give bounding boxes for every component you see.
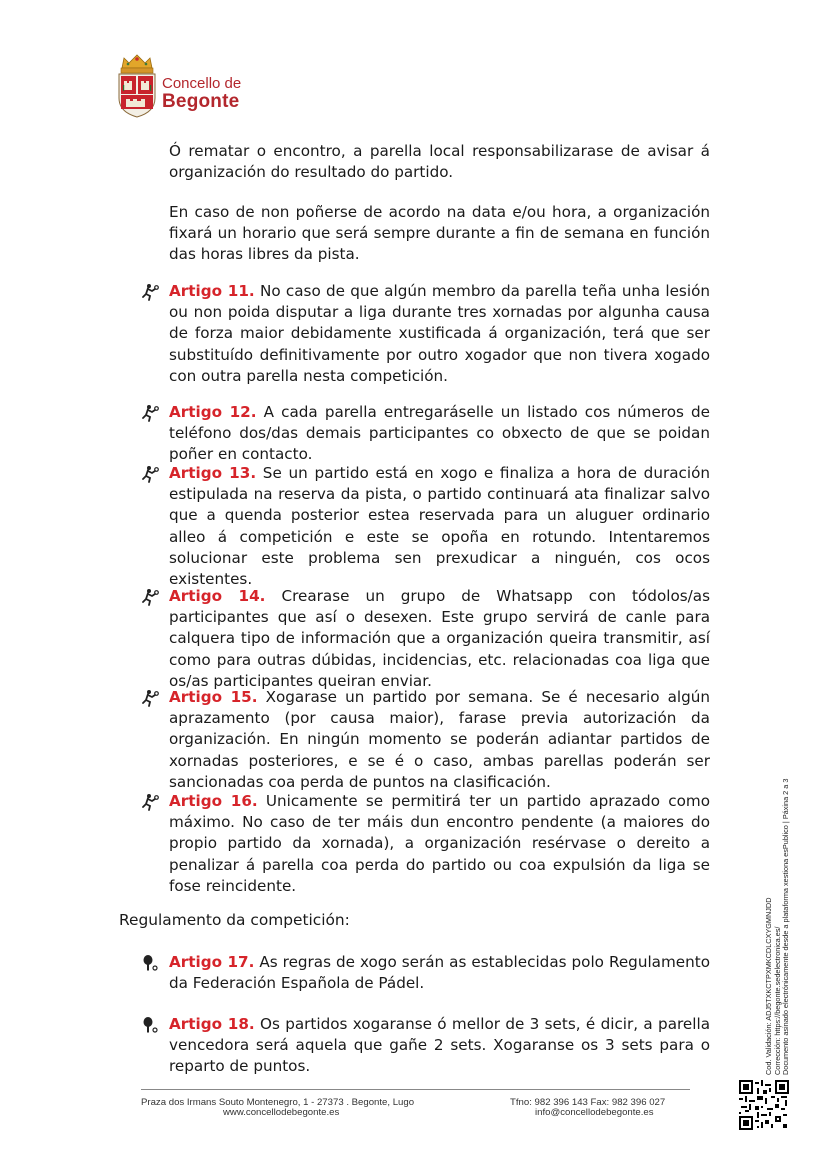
padel-player-icon	[141, 404, 159, 422]
article-14	[169, 586, 710, 692]
padel-player-icon	[141, 793, 159, 811]
padel-player-icon	[141, 283, 159, 301]
article-17-text: As regras de xogo serán as establecidas polo Regulamento da Federación Española de Pádel.	[169, 953, 710, 993]
article-12	[169, 402, 710, 466]
section-title-regulamento: Regulamento da competición:	[119, 911, 350, 929]
padel-player-icon	[141, 588, 159, 606]
footer-phone-fax: Tfno: 982 396 143 Fax: 982 396 027	[510, 1097, 666, 1108]
article-11-text: No caso de que algún membro da parella teña unha lesión ou non poida disputar a liga durante tres xornadas por algunha causa de forza maior debidamente xustificada á organización, terá que ser substituído definitivamente por outro xogador que non tivera xogado con outra parella nesta competición.	[169, 282, 710, 385]
article-12-text: A cada parella entregaráselle un listado cos números de teléfono dos/das demais participantes co obxecto de que se poidan poñer en contacto.	[169, 403, 710, 464]
coat-of-arms-icon	[116, 54, 158, 118]
article-15-title: Artigo 15.	[169, 688, 258, 706]
article-13-title: Artigo 13.	[169, 464, 257, 482]
article-16-title: Artigo 16.	[169, 792, 258, 810]
padel-player-icon	[141, 465, 159, 483]
intro-paragraph-2: En caso de non poñerse de acordo na data e/ou hora, a organización fixará un horario que será sempre durante a fin de semana en función das horas libres da pista.	[169, 203, 710, 264]
logo-wordmark	[162, 76, 241, 112]
intro-paragraph-1: Ó rematar o encontro, a parella local responsabilizarase de avisar á organización do resultado do partido.	[169, 142, 710, 182]
concello-logo	[116, 54, 256, 120]
footer-email[interactable]: info@concellodebegonte.es	[535, 1107, 654, 1118]
article-16-text: Unicamente se permitirá ter un partido aprazado como máximo. No caso de ter máis dun encontro pendente (a maiores do propio partido da xornada), a organización resérvase o dereito a penalizar á parella coa perda do partido ou coa expulsión da liga se fose reincidente.	[169, 792, 710, 895]
article-12-title: Artigo 12.	[169, 403, 257, 421]
article-15	[169, 687, 710, 793]
article-18-title: Artigo 18.	[169, 1015, 255, 1033]
article-17	[169, 952, 710, 994]
article-14-text: Crearase un grupo de Whatsapp con tódolos/as participantes que así o desexen. Este grupo servirá de canle para calquera tipo de información que a organización queira transmitir, así como para outras dúbidas, incidencias, etc. relacionadas coa liga que os/as participantes queiran enviar.	[169, 587, 710, 690]
stamp-signature-note: Documento asinado electrónicamente desde a plataforma xestiona esPublico | Páxina 2 a 3	[781, 778, 791, 1075]
article-18	[169, 1014, 710, 1078]
article-13	[169, 463, 710, 590]
article-11	[169, 281, 710, 387]
stamp-validation-code: Cod. Validación: ADJ5TXKCTPXMKCDLCXYGMNJDD	[764, 897, 773, 1075]
logo-line-begonte: Begonte	[162, 91, 240, 112]
article-16	[169, 791, 710, 897]
logo-line-concello: Concello de	[162, 75, 242, 92]
qr-code	[739, 1080, 789, 1130]
validation-stamp	[765, 779, 791, 1075]
article-14-title: Artigo 14.	[169, 587, 266, 605]
article-17-title: Artigo 17.	[169, 953, 255, 971]
article-11-title: Artigo 11.	[169, 282, 255, 300]
footer-divider	[141, 1089, 690, 1090]
padel-racket-icon	[141, 954, 159, 972]
padel-player-icon	[141, 689, 159, 707]
article-15-text: Xogarase un partido por semana. Se é necesario algún aprazamento (por causa maior), farase previa autorización da organización. En ningún momento se poderán adiantar partidos de xornadas posteriores, e se é o caso, ambas parellas poderán ser sancionadas coa perda de puntos na clasificación.	[169, 688, 710, 791]
stamp-verification-url: Corrección: https://begonte.sedelectronica.es/	[772, 926, 782, 1075]
article-13-text: Se un partido está en xogo e finaliza a hora de duración estipulada na reserva da pista, o partido continuará ata finalizar salvo que a quenda posterior estea reservada para un aluguer ordinario alleo á competición e este se opoña en rotundo. Intentaremos solucionar este problema sen prexudicar a ninguén, cos ocos existentes.	[169, 464, 710, 589]
footer-address: Praza dos Irmans Souto Montenegro, 1 - 27373 . Begonte, Lugo	[141, 1097, 415, 1108]
article-18-text: Os partidos xogaranse ó mellor de 3 sets, é dicir, a parella vencedora será aquela que gañe 2 sets. Xogaranse os 3 sets para o reparto de puntos.	[169, 1015, 710, 1076]
footer-website[interactable]: www.concellodebegonte.es	[223, 1107, 340, 1118]
padel-racket-icon	[141, 1016, 159, 1034]
